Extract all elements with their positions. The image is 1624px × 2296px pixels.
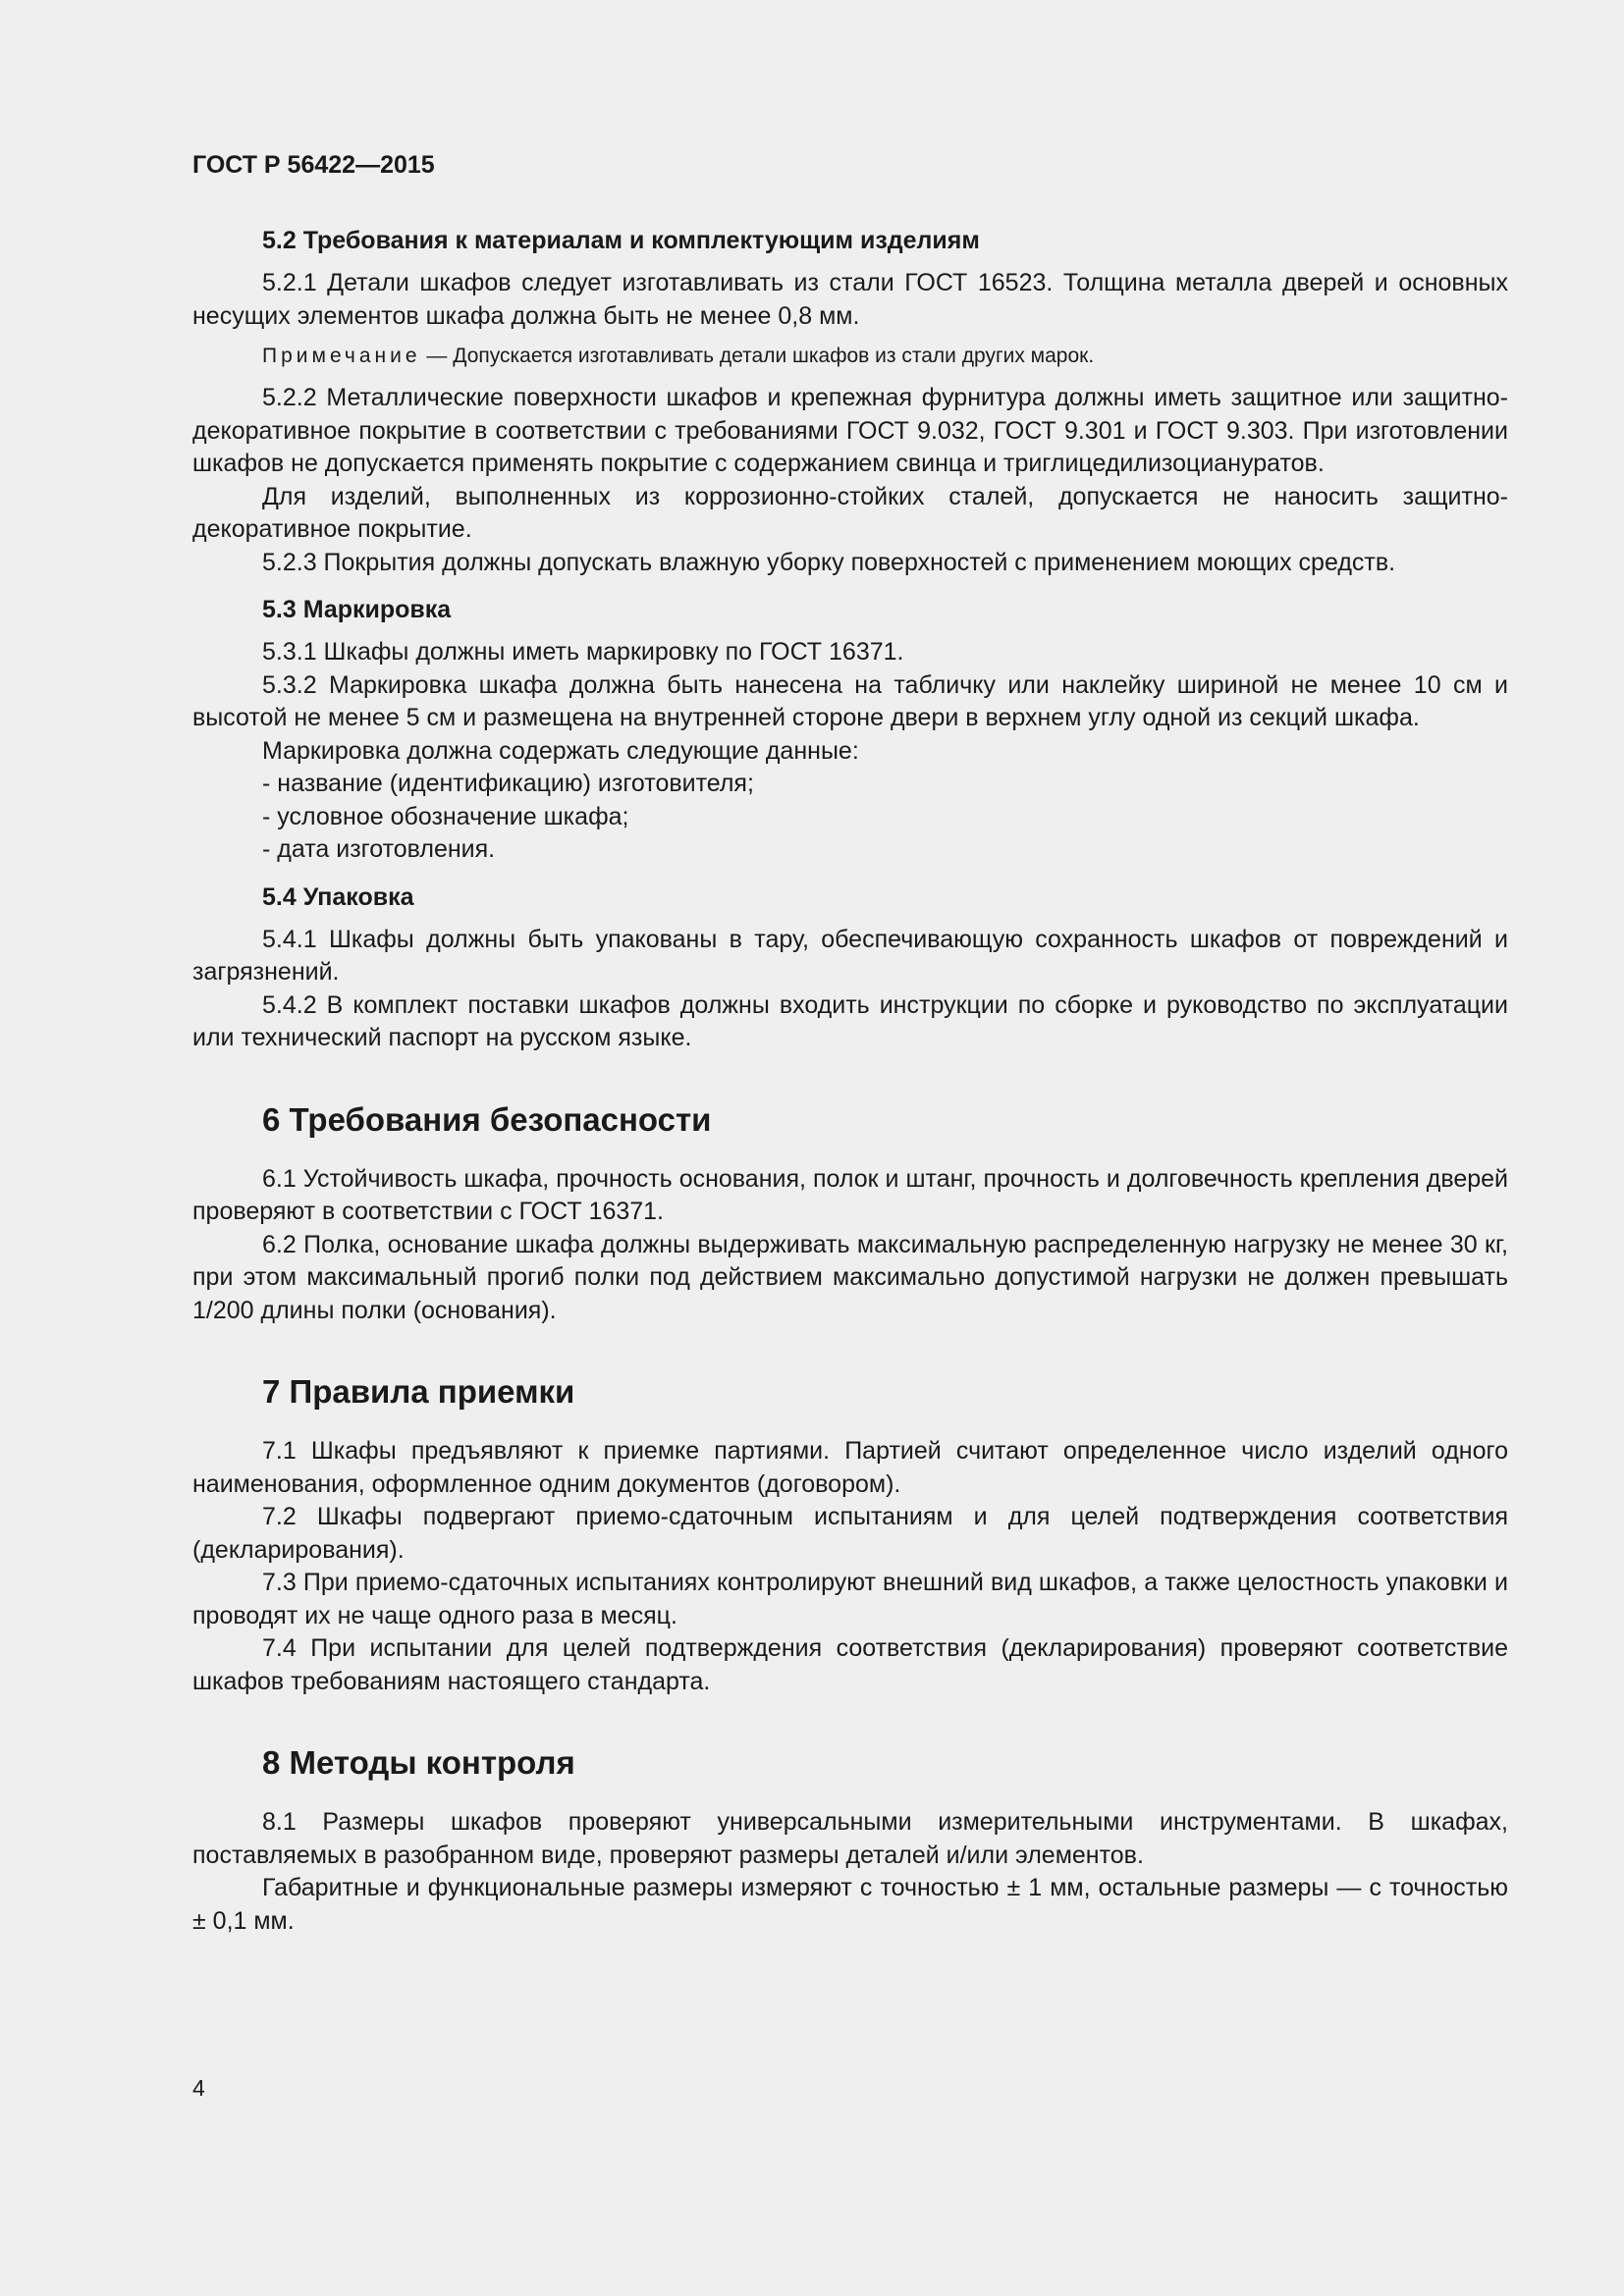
list-item: - дата изготовления. bbox=[262, 835, 496, 863]
paragraph-7-4: 7.4 При испытании для целей подтверждения соответствия (декларирования) проверяют соответствие шкафов требованиям настоящего стандарта. bbox=[192, 1634, 1508, 1695]
paragraph-5-3-1: 5.3.1 Шкафы должны иметь маркировку по ГОСТ 16371. bbox=[262, 638, 904, 666]
paragraph-7-2: 7.2 Шкафы подвергают приемо-сдаточным испытаниям и для целей подтверждения соответствия (декларирования). bbox=[192, 1503, 1508, 1564]
paragraph-5-4-1: 5.4.1 Шкафы должны быть упакованы в тару, обеспечивающую сохранность шкафов от повреждений и загрязнений. bbox=[192, 925, 1508, 986]
section-title-8: 8 Методы контроля bbox=[262, 1744, 575, 1781]
note-text: — Допускается изготавливать детали шкафов из стали других марок. bbox=[420, 345, 1095, 367]
paragraph-5-2-1: 5.2.1 Детали шкафов следует изготавливать из стали ГОСТ 16523. Толщина металла дверей и основных несущих элементов шкафа должна быть не менее 0,8 мм. bbox=[192, 269, 1508, 330]
paragraph-5-2-3: 5.2.3 Покрытия должны допускать влажную уборку поверхностей с применением моющих средств. bbox=[262, 548, 1396, 576]
section-title-7: 7 Правила приемки bbox=[262, 1373, 575, 1410]
paragraph-8-1: 8.1 Размеры шкафов проверяют универсальными измерительными инструментами. В шкафах, поставляемых в разобранном виде, проверяют размеры деталей и/или элементов. bbox=[192, 1808, 1508, 1869]
paragraph-6-1: 6.1 Устойчивость шкафа, прочность основания, полок и штанг, прочность и долговечность крепления дверей проверяют в соответствии с ГОСТ 16371. bbox=[192, 1164, 1508, 1225]
paragraph-7-3: 7.3 При приемо-сдаточных испытаниях контролируют внешний вид шкафов, а также целостность упаковки и проводят их не чаще одного раза в месяц. bbox=[192, 1569, 1508, 1629]
paragraph-5-3-2-cont: Маркировка должна содержать следующие данные: bbox=[262, 736, 859, 765]
paragraph-5-2-2: 5.2.2 Металлические поверхности шкафов и крепежная фурнитура должны иметь защитное или защитно-декоративное покрытие в соответствии с требованиями ГОСТ 9.032, ГОСТ 9.301 и ГОСТ 9.303. При изготовлении шкафов не допускается применять покрытие с содержанием свинца и триглицедилизоциануратов. bbox=[192, 384, 1508, 477]
list-item: - название (идентификацию) изготовителя; bbox=[262, 770, 754, 797]
note-label: Примечание bbox=[262, 345, 421, 367]
paragraph-6-2: 6.2 Полка, основание шкафа должны выдерживать максимальную распределенную нагрузку не менее 30 кг, при этом максимальный прогиб полки под действием максимально допустимой нагрузки не должен превышать 1/200 длины полки (основания). bbox=[192, 1230, 1508, 1324]
subsection-title-5-3: 5.3 Маркировка bbox=[262, 596, 452, 623]
paragraph-8-1-cont: Габаритные и функциональные размеры измеряют с точностью ± 1 мм, остальные размеры — с точностью ± 0,1 мм. bbox=[192, 1874, 1508, 1935]
paragraph-7-1: 7.1 Шкафы предъявляют к приемке партиями. Партией считают определенное число изделий одного наименования, оформленное одним документов (договором). bbox=[192, 1437, 1508, 1498]
document-id: ГОСТ Р 56422—2015 bbox=[192, 151, 435, 179]
list-item: - условное обозначение шкафа; bbox=[262, 802, 629, 830]
subsection-title-5-2: 5.2 Требования к материалам и комплектующим изделиям bbox=[262, 227, 980, 254]
section-title-6: 6 Требования безопасности bbox=[262, 1100, 712, 1138]
note bbox=[192, 341, 1508, 372]
subsection-title-5-4: 5.4 Упаковка bbox=[262, 882, 414, 911]
paragraph-5-2-2-cont: Для изделий, выполненных из коррозионно-стойких сталей, допускается не наносить защитно-декоративное покрытие. bbox=[192, 482, 1508, 543]
paragraph-5-4-2: 5.4.2 В комплект поставки шкафов должны входить инструкции по сборке и руководство по эксплуатации или технический паспорт на русском языке. bbox=[192, 990, 1508, 1051]
page-number: 4 bbox=[192, 2075, 205, 2101]
paragraph-5-3-2: 5.3.2 Маркировка шкафа должна быть нанесена на табличку или наклейку шириной не менее 10 см и высотой не менее 5 см и размещена на внутренней стороне двери в верхнем углу одной из секций шкафа. bbox=[192, 670, 1508, 731]
